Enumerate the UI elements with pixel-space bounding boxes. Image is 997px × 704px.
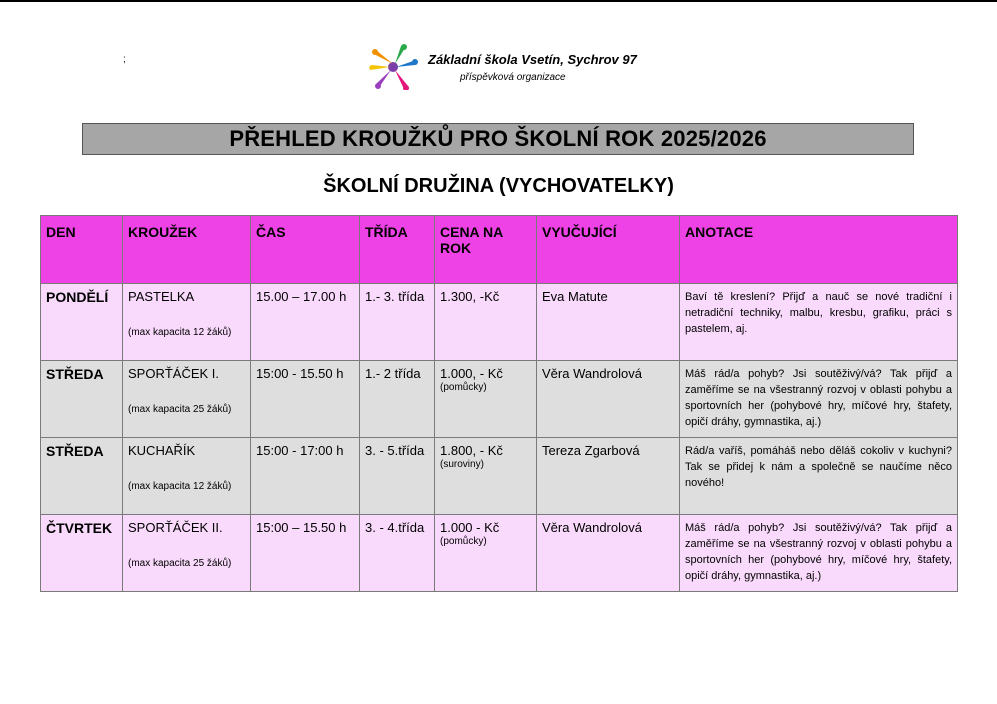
cell-time: 15.00 – 17.00 h bbox=[251, 284, 360, 361]
cell-annotation: Rád/a vaříš, pomáháš nebo děláš cokoliv v kuchyni? Tak se přidej k nám a společně se naučíme něco nového! bbox=[680, 438, 958, 515]
top-rule bbox=[0, 0, 997, 2]
cell-grade: 3. - 5.třída bbox=[360, 438, 435, 515]
school-header bbox=[368, 44, 688, 92]
price-note: (pomůcky) bbox=[440, 536, 487, 547]
cell-day: STŘEDA bbox=[41, 438, 123, 515]
cell-annotation: Máš rád/a pohyb? Jsi soutěživý/vá? Tak přijď a zaměříme se na všestranný rozvoj v oblasti pohybu a sportovních her (pohybové hry, míčové hry, štafety, opičí dráhy, gymnastika, aj.) bbox=[680, 361, 958, 438]
cell-teacher: Věra Wandrolová bbox=[537, 515, 680, 592]
price-value: 1.300, -Kč bbox=[440, 289, 500, 304]
cell-annotation: Baví tě kreslení? Přijď a nauč se nové tradiční i netradiční techniky, malbu, kresbu, grafiku, práci s pastelem, aj. bbox=[680, 284, 958, 361]
club-capacity: (max kapacita 12 žáků) bbox=[128, 481, 232, 492]
club-name: SPORŤÁČEK I. bbox=[128, 366, 220, 381]
cell-day: STŘEDA bbox=[41, 361, 123, 438]
cell-club bbox=[123, 284, 251, 361]
school-logo-icon bbox=[368, 44, 418, 90]
table-row bbox=[41, 515, 958, 592]
column-header-day: DEN bbox=[41, 216, 123, 284]
cell-grade: 1.- 2 třída bbox=[360, 361, 435, 438]
cell-day: ČTVRTEK bbox=[41, 515, 123, 592]
column-header-annotation: ANOTACE bbox=[680, 216, 958, 284]
page-title: PŘEHLED KROUŽKŮ PRO ŠKOLNÍ ROK 2025/2026 bbox=[82, 123, 914, 155]
school-subtitle: příspěvková organizace bbox=[460, 72, 566, 83]
cell-teacher: Věra Wandrolová bbox=[537, 361, 680, 438]
cell-price bbox=[435, 515, 537, 592]
cell-grade: 3. - 4.třída bbox=[360, 515, 435, 592]
price-note: (suroviny) bbox=[440, 459, 484, 470]
cell-club bbox=[123, 361, 251, 438]
table-row bbox=[41, 284, 958, 361]
table-row bbox=[41, 361, 958, 438]
cell-annotation: Máš rád/a pohyb? Jsi soutěživý/vá? Tak přijď a zaměříme se na všestranný rozvoj v oblasti pohybu a sportovních her (pohybové hry, míčové hry, štafety, opičí dráhy, gymnastika, aj.) bbox=[680, 515, 958, 592]
section-title: ŠKOLNÍ DRUŽINA (VYCHOVATELKY) bbox=[323, 175, 674, 197]
club-capacity: (max kapacita 25 žáků) bbox=[128, 558, 232, 569]
price-value: 1.000, - Kč bbox=[440, 366, 503, 381]
price-note: (pomůcky) bbox=[440, 382, 487, 393]
cell-price bbox=[435, 361, 537, 438]
column-header-time: ČAS bbox=[251, 216, 360, 284]
column-header-grade: TŘÍDA bbox=[360, 216, 435, 284]
cell-club bbox=[123, 438, 251, 515]
cell-time: 15:00 – 15.50 h bbox=[251, 515, 360, 592]
cell-grade: 1.- 3. třída bbox=[360, 284, 435, 361]
price-value: 1.800, - Kč bbox=[440, 443, 503, 458]
cell-day: PONDĚLÍ bbox=[41, 284, 123, 361]
cell-time: 15:00 - 15.50 h bbox=[251, 361, 360, 438]
column-header-price: CENA NA ROK bbox=[435, 216, 537, 284]
school-name: Základní škola Vsetín, Sychrov 97 bbox=[428, 52, 637, 67]
club-name: SPORŤÁČEK II. bbox=[128, 520, 223, 535]
club-capacity: (max kapacita 12 žáků) bbox=[128, 327, 232, 338]
stray-mark: ; bbox=[123, 54, 126, 65]
column-header-teacher: VYUČUJÍCÍ bbox=[537, 216, 680, 284]
cell-teacher: Eva Matute bbox=[537, 284, 680, 361]
price-value: 1.000 - Kč bbox=[440, 520, 500, 535]
column-header-club: KROUŽEK bbox=[123, 216, 251, 284]
cell-price bbox=[435, 284, 537, 361]
table-row bbox=[41, 438, 958, 515]
club-capacity: (max kapacita 25 žáků) bbox=[128, 404, 232, 415]
club-name: PASTELKA bbox=[128, 289, 195, 304]
club-name: KUCHAŘÍK bbox=[128, 443, 196, 458]
cell-time: 15:00 - 17:00 h bbox=[251, 438, 360, 515]
clubs-table bbox=[40, 215, 958, 592]
cell-club bbox=[123, 515, 251, 592]
table-header-row bbox=[41, 216, 958, 284]
cell-teacher: Tereza Zgarbová bbox=[537, 438, 680, 515]
cell-price bbox=[435, 438, 537, 515]
